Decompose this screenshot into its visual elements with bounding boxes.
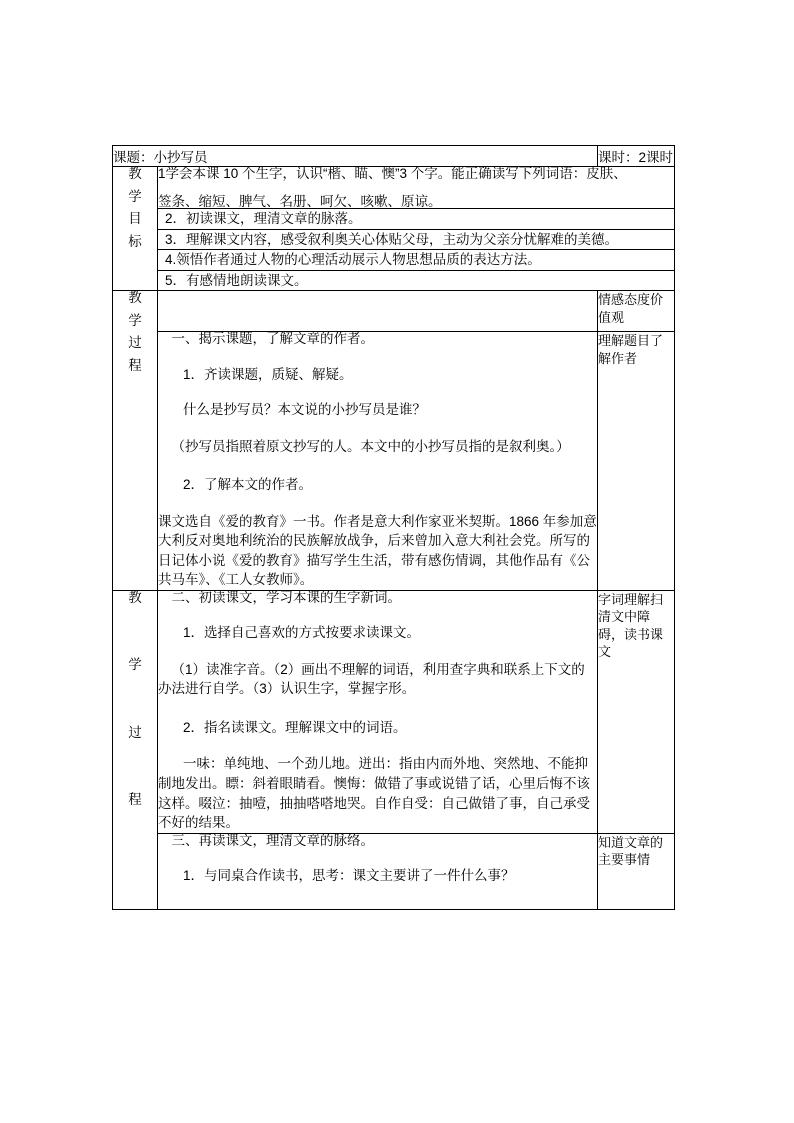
table-row-objective-2 xyxy=(113,209,675,230)
label-char: 目 xyxy=(128,211,142,226)
objective-line: 1学会本课 10 个生字，认识“楷、瞄、懊”3 个字。能正确读写下列词语：皮肤、 xyxy=(158,166,627,181)
process-heading: 二、初读课文，学习本课的生字新词。 xyxy=(171,589,401,605)
table-row-process-section-3 xyxy=(113,833,675,909)
label-char: 过 xyxy=(128,335,142,350)
teaching-process-label-top xyxy=(113,291,158,591)
process-author-info: 课文选自《爱的教育》一书。作者是意大利作家亚米契斯。1866 年参加意大利反对奥地利统治的民族解放战争，后来曾加入意大利社会党。所写的日记体小说《爱的教育》描写学生生活，带有感伤情调，其他作品有《公共马车》、《工人女教师》。 xyxy=(158,513,597,588)
process-heading: 三、再读课文，理清文章的脉络。 xyxy=(171,832,374,848)
process-step: 1．与同桌合作读书，思考：课文主要讲了一件什么事？ xyxy=(182,868,515,884)
objective-item xyxy=(158,270,675,291)
side-note-section-1: 理解题目了解作者 xyxy=(598,332,675,591)
process-step: 1．选择自己喜欢的方式按要求读课文。 xyxy=(182,625,420,641)
lesson-plan-table xyxy=(112,145,675,910)
teaching-process-label-bottom xyxy=(113,590,158,909)
label-char: 程 xyxy=(128,792,142,808)
process-section-content xyxy=(158,332,598,591)
label-char: 学 xyxy=(128,657,142,673)
table-row-process-section-2 xyxy=(113,590,675,833)
process-section-content xyxy=(158,590,598,833)
process-step: 2．指名读课文。理解课文中的词语。 xyxy=(182,719,407,735)
side-note-section-3: 知道文章的主要事情 xyxy=(598,833,675,909)
objective-line: 2．初读课文，理清文章的脉落。 xyxy=(165,211,362,226)
table-row-objective-5 xyxy=(113,270,675,291)
table-row-header xyxy=(113,146,675,167)
label-char: 教 xyxy=(128,290,142,305)
side-column-header: 情感态度价值观 xyxy=(598,291,675,332)
label-char: 学 xyxy=(128,312,142,328)
lesson-plan-page xyxy=(112,145,674,910)
process-heading: 一、揭示课题，了解文章的作者。 xyxy=(171,331,374,346)
table-row-objective-4 xyxy=(113,250,675,271)
side-note-section-2: 字词理解扫清文中障碍，读书课文 xyxy=(598,590,675,833)
table-row-objective-1 xyxy=(113,167,675,209)
process-section-content xyxy=(158,833,598,909)
objective-item xyxy=(158,209,675,230)
objective-line: 签条、缩短、脾气、名册、呵欠、咳嗽、原谅。 xyxy=(158,193,442,209)
label-char: 教 xyxy=(128,589,142,605)
table-row-process-header xyxy=(113,291,675,332)
objective-line: 4.领悟作者通过人物的心理活动展示人物思想品质的表达方法。 xyxy=(165,252,541,267)
process-step: 2．了解本文的作者。 xyxy=(182,477,312,493)
process-question: 什么是抄写员？本文说的小抄写员是谁？ xyxy=(182,402,426,417)
lesson-subject-cell: 课题：小抄写员 xyxy=(113,146,598,167)
objective-item xyxy=(158,250,675,271)
label-char: 程 xyxy=(128,357,142,373)
process-vocabulary: 一味：单纯地、一个劲儿地。迸出：指由内而外地、突然地、不能抑制地发出。瞟：斜着眼睛看。懊悔：做错了事或说错了话，心里后悔不该这样。啜泣：抽噎，抽抽嗒嗒地哭。自作自受：自己做错了事，自己承受不好的结果。 xyxy=(158,756,590,831)
objective-item xyxy=(158,229,675,250)
lesson-periods-cell: 课时：2课时 xyxy=(598,146,675,167)
table-row-process-section-1 xyxy=(113,332,675,591)
objective-line: 3．理解课文内容，感受叙利奥关心体贴父母，主动为父亲分忧解难的美德。 xyxy=(165,231,619,247)
table-row-objective-3 xyxy=(113,229,675,250)
process-step: 1．齐读课题，质疑、解疑。 xyxy=(182,366,353,382)
label-char: 学 xyxy=(128,188,142,204)
objective-line: 5．有感情地朗读课文。 xyxy=(165,272,308,288)
process-substeps: （1）读准字音。（2）画出不理解的词语，利用查字典和联系上下文的办法进行自学。（3）认识生字，掌握字形。 xyxy=(158,661,585,697)
label-char: 教 xyxy=(128,166,142,181)
label-char: 过 xyxy=(128,724,142,740)
objective-item xyxy=(158,167,675,209)
label-char: 标 xyxy=(128,233,142,249)
teaching-objectives-label xyxy=(113,167,158,291)
process-blank-cell xyxy=(158,291,598,332)
process-answer: （抄写员指照着原文抄写的人。本文中的小抄写员指的是叙利奥。） xyxy=(171,438,570,454)
